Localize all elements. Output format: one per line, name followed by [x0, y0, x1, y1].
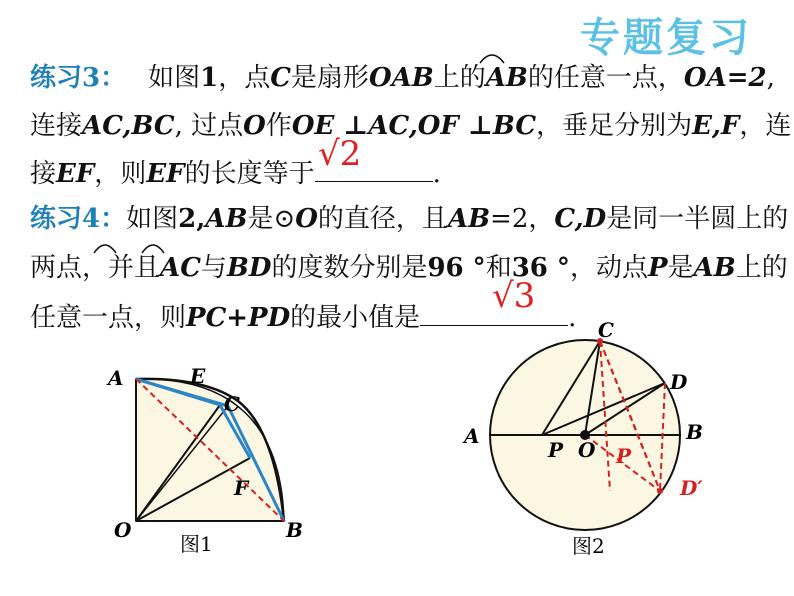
ex4-text: 与 [200, 253, 227, 283]
ex3-ef: EF [146, 159, 185, 189]
ex3-text: 的任意一点， [527, 63, 684, 93]
ex4-ab: AB [693, 253, 736, 283]
ex3-text: 作 [265, 111, 292, 141]
label-c: C [598, 318, 614, 342]
ex4-text: 两点，并且 [30, 253, 161, 283]
label-c: C [224, 392, 240, 416]
ex3-sector: OAB [368, 63, 434, 93]
ex3-feet: E,F [692, 111, 740, 141]
figure-2-caption: 图2 [572, 534, 605, 555]
ex4-text: 的度数分别是 [271, 253, 428, 283]
ex4-text: 是⊙ [247, 204, 296, 234]
label-a: A [464, 424, 480, 448]
arc-symbol [92, 240, 118, 254]
ex4-label: 练习4： [30, 204, 127, 234]
ex3-point-c: C [270, 63, 291, 93]
ex3-text: 上的 [433, 63, 486, 93]
ex4-line-2 [30, 252, 788, 284]
ex3-line-2 [30, 110, 791, 142]
label-b: B [286, 518, 303, 542]
point-dprime [657, 488, 663, 494]
figure-2 [460, 315, 760, 555]
ex4-text: 如图 [126, 204, 179, 234]
label-f: F [234, 476, 249, 500]
label-b: B [686, 420, 703, 444]
ex4-p: P [647, 253, 668, 283]
ex4-text: ，动点 [569, 253, 648, 283]
ex3-label: 练习3： [30, 63, 127, 93]
ex3-point-o: O [243, 111, 266, 141]
ex4-text: 是同一半圆上的 [606, 204, 789, 234]
ex3-text: , 过点 [174, 111, 244, 141]
ex4-text: =2， [490, 204, 555, 234]
arc-symbol [140, 240, 166, 254]
ex3-text: ，则 [94, 159, 147, 189]
ex4-ab: AB [205, 204, 248, 234]
ex4-cd: C,D [554, 204, 607, 234]
ex4-text: 的最小值是 [290, 303, 421, 333]
ex4-degree-96: 96 ° [427, 253, 486, 283]
ex4-text: 和 [485, 253, 512, 283]
header-title: 专题复习 [580, 15, 752, 61]
ex4-text: . [568, 303, 577, 333]
label-dprime: D′ [680, 476, 703, 500]
ex4-pc-pd: PC+PD [186, 303, 291, 333]
label-a: A [108, 366, 124, 390]
ex4-arc-bd: BD [226, 253, 272, 283]
ex3-arc-ab: AB [485, 63, 528, 93]
ex3-text: ，点 [218, 63, 271, 93]
ex3-text: . [432, 159, 441, 189]
ex3-text: 连接 [30, 111, 83, 141]
ex4-o: O [295, 204, 318, 234]
ex3-line-3 [30, 157, 441, 190]
ex4-line-1 [30, 203, 788, 235]
label-p-red: P [616, 444, 632, 468]
label-p: P [548, 438, 564, 462]
ex3-segments: AC,BC [82, 111, 175, 141]
ex3-answer: √2 [318, 134, 362, 174]
ex4-text: 上的 [735, 253, 788, 283]
ex3-line-1 [30, 62, 775, 94]
ex3-ef: EF [56, 159, 95, 189]
ex4-degree-36: 36 ° [511, 253, 570, 283]
ex3-text: 是扇形 [290, 63, 369, 93]
figure-1 [100, 355, 330, 585]
ex4-text: 是 [667, 253, 694, 283]
label-d: D [670, 370, 688, 394]
ex4-text: 的直径，且 [317, 204, 448, 234]
ex3-text: ，连 [739, 111, 792, 141]
ex3-text: 的长度等于 [184, 159, 315, 189]
ex3-text: 如图 [148, 63, 201, 93]
ex3-perpendiculars: OE ⊥AC,OF ⊥BC [291, 111, 537, 141]
ex3-text: ，垂足分别为 [536, 111, 693, 141]
label-o: O [578, 438, 596, 462]
label-o: O [114, 518, 132, 542]
ex3-text: , [766, 63, 775, 93]
ex4-text: 任意一点，则 [30, 303, 187, 333]
ex4-answer: √3 [492, 276, 536, 316]
arc-symbol [478, 50, 506, 64]
ex3-oa: OA=2 [683, 63, 767, 93]
ex4-arc-ac: AC [160, 253, 201, 283]
ex3-text: 接 [30, 159, 57, 189]
figure-1-caption: 图1 [180, 532, 213, 556]
ex4-ab: AB [447, 204, 491, 234]
ex4-fig-ref: 2, [178, 204, 206, 234]
ex3-fig-ref: 1 [200, 63, 219, 93]
label-e: E [190, 364, 206, 388]
